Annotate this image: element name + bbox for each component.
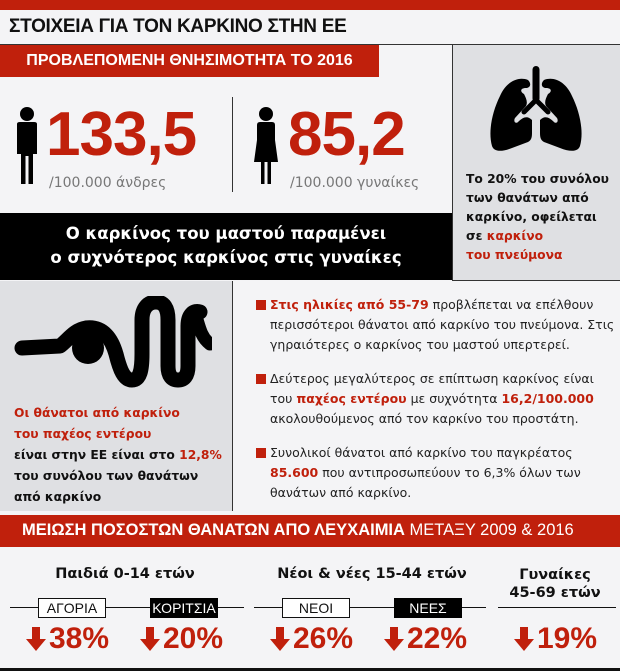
breast-text-line-1: Ο καρκίνος του μαστού παραμένει bbox=[65, 224, 387, 243]
breast-text-line-2: ο συχνότερος καρκίνος στις γυναίκες bbox=[50, 248, 402, 267]
mortality-banner-text: ΠΡΟΒΛΕΠΟΜΕΝΗ ΘΝΗΣΙΜΟΤΗΤΑ ΤΟ 2016 bbox=[26, 52, 353, 69]
colon-cancer-text bbox=[14, 403, 229, 508]
female-figure-icon bbox=[252, 106, 280, 186]
tag-girls: ΚΟΡΙΤΣΙΑ bbox=[150, 598, 218, 618]
bullet-square-icon bbox=[256, 448, 266, 458]
pct-boys-value: 38% bbox=[49, 622, 110, 655]
colon-icon bbox=[12, 296, 212, 392]
women-mortality-value: 85,2 bbox=[288, 100, 405, 169]
bullet-square-icon bbox=[256, 374, 266, 384]
pct-boys bbox=[26, 622, 109, 656]
bullet-text: Συνολικοί θάνατοι από καρκίνο του παγκρέατος bbox=[270, 445, 573, 460]
colon-text-a: είναι στην ΕΕ είναι στο bbox=[14, 448, 175, 462]
top-accent-bar bbox=[0, 0, 620, 10]
bullet-text: προβλέπεται να επέλθουν περισσότεροι θάνατοι από καρκίνο του πνεύμονα. Στις γηραιότερες ο καρκίνος του μαστού υπερτερεί. bbox=[270, 297, 615, 352]
group-title-young-adults: Νέοι & νέες 15-44 ετών bbox=[277, 566, 467, 582]
pct-young-men-value: 26% bbox=[293, 622, 354, 655]
lung-cancer-text bbox=[466, 170, 616, 265]
lung-text-highlight-1: καρκίνο bbox=[486, 229, 544, 243]
group-title-line-2: 45-69 ετών bbox=[509, 585, 601, 601]
lung-text-plain: Το 20% του συνόλου των θανάτων από καρκίνο, οφείλεται σε bbox=[466, 172, 609, 243]
arrow-down-icon bbox=[384, 627, 404, 651]
colon-text-c: από καρκίνο bbox=[14, 490, 102, 504]
bullet-highlight: 16,2/100.000 bbox=[501, 391, 594, 406]
pct-young-women bbox=[384, 622, 467, 656]
group-title-women-45-69 bbox=[500, 566, 610, 602]
arrow-down-icon bbox=[270, 627, 290, 651]
bullet-highlight: 85.600 bbox=[270, 465, 319, 480]
colon-text-highlight-2: του παχέος εντέρου bbox=[14, 427, 152, 441]
bullet-text: ακολουθούμενος από τον καρκίνο του προστάτη. bbox=[270, 411, 579, 426]
page-title: ΣΤΟΙΧΕΙΑ ΓΙΑ ΤΟΝ ΚΑΡΚΙΝΟ ΣΤΗΝ ΕΕ bbox=[9, 16, 347, 37]
group-title-line-1: Γυναίκες bbox=[519, 567, 591, 583]
bullet-text: που αντιπροσωπεύουν το 6,3% όλων των θανάτων από καρκίνο. bbox=[270, 465, 581, 500]
colon-text-highlight-1: Οι θάνατοι από καρκίνο bbox=[14, 406, 180, 420]
male-figure-icon bbox=[13, 106, 41, 186]
pct-young-men bbox=[270, 622, 353, 656]
list-item bbox=[256, 295, 616, 355]
lungs-icon bbox=[488, 66, 584, 152]
tag-young-men: ΝΕΟΙ bbox=[282, 598, 350, 618]
colon-text-b: του συνόλου των θανάτων bbox=[14, 469, 199, 483]
lung-text-highlight-2: του πνεύμονα bbox=[466, 248, 563, 262]
tag-boys: ΑΓΟΡΙΑ bbox=[38, 598, 106, 618]
bullet-highlight: παχέος εντέρου bbox=[296, 391, 407, 406]
bullet-square-icon bbox=[256, 300, 266, 310]
pct-women-45-69 bbox=[514, 622, 597, 656]
pct-girls bbox=[140, 622, 223, 656]
breast-cancer-text bbox=[0, 222, 452, 270]
group-title-children: Παιδιά 0-14 ετών bbox=[55, 566, 195, 582]
arrow-down-icon bbox=[140, 627, 160, 651]
facts-list bbox=[256, 295, 616, 517]
pct-women-45-69-value: 19% bbox=[537, 622, 598, 655]
list-item bbox=[256, 443, 616, 503]
leukemia-banner-light: ΜΕΤΑΞΥ 2009 & 2016 bbox=[404, 521, 574, 539]
leukemia-banner-bold: ΜΕΙΩΣΗ ΠΟΣΟΣΤΩΝ ΘΑΝΑΤΩΝ ΑΠΟ ΛΕΥΧΑΙΜΙΑ bbox=[22, 521, 405, 539]
colon-text-percent: 12,8% bbox=[179, 448, 222, 462]
pct-girls-value: 20% bbox=[163, 622, 224, 655]
mortality-divider bbox=[232, 97, 233, 192]
bullet-text: Δεύτερος μεγαλύτερος σε επίπτωση καρκίνος είναι του bbox=[270, 371, 594, 406]
group-divider-line bbox=[498, 607, 616, 608]
bullet-text: με συχνότητα bbox=[406, 391, 502, 406]
men-mortality-value: 133,5 bbox=[46, 100, 197, 169]
bullet-highlight: Στις ηλικίες από 55-79 bbox=[270, 297, 429, 312]
men-mortality-unit: /100.000 άνδρες bbox=[49, 175, 167, 191]
pct-young-women-value: 22% bbox=[407, 622, 468, 655]
arrow-down-icon bbox=[26, 627, 46, 651]
arrow-down-icon bbox=[514, 627, 534, 651]
list-item bbox=[256, 369, 616, 429]
tag-young-women: ΝΕΕΣ bbox=[394, 598, 462, 618]
leukemia-banner-text bbox=[22, 521, 574, 540]
women-mortality-unit: /100.000 γυναίκες bbox=[290, 175, 420, 191]
